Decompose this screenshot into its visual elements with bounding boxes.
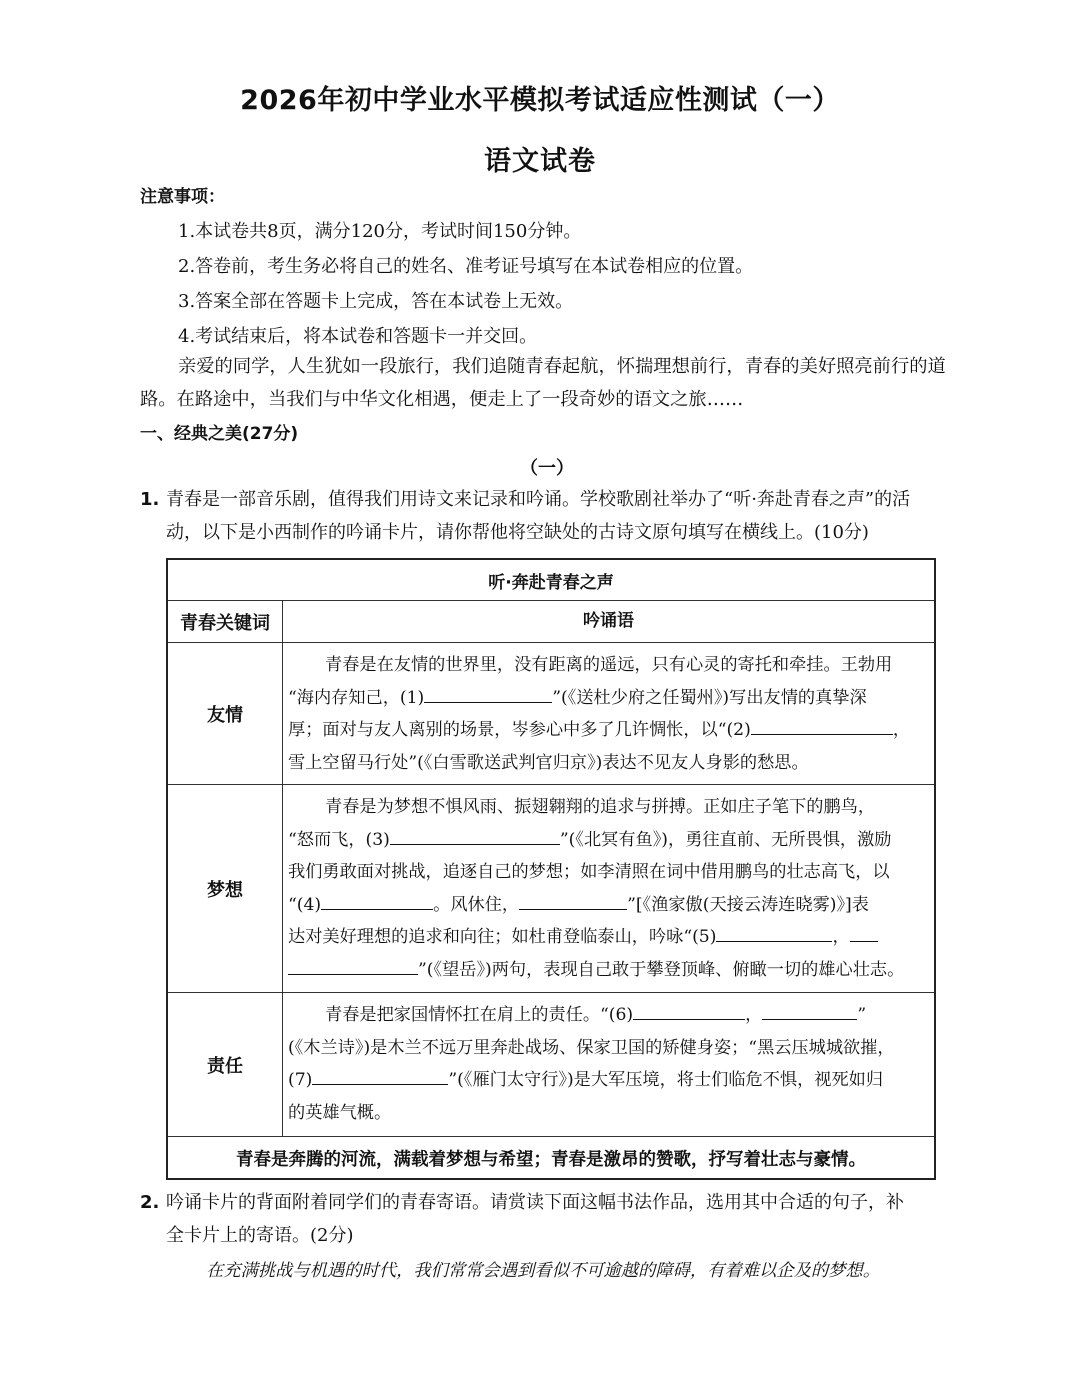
- exam-subtitle: 语文试卷: [484, 146, 596, 177]
- column-header-recite: [283, 601, 934, 642]
- section-heading: 一、经典之美(27分): [140, 424, 299, 444]
- recite-fragment: “(4): [288, 894, 322, 915]
- question-1-number: 1.: [140, 489, 160, 510]
- question-1-line-2: 动，以下是小西制作的吟诵卡片，请你帮他将空缺处的古诗文原句填写在横线上。(10分): [166, 522, 869, 543]
- card-row-responsibility: [168, 992, 934, 1136]
- keyword-friendship: 友情: [168, 643, 283, 784]
- answer-blank-6a[interactable]: [633, 999, 745, 1020]
- card-title: 听·奔赴青春之声: [488, 572, 614, 593]
- column-header-recite-label: 吟诵语: [583, 611, 634, 632]
- answer-blank-6b[interactable]: [762, 999, 857, 1020]
- part-heading: （一）: [520, 458, 574, 479]
- notice-item-4: 4.考试结束后，将本试卷和答题卡一并交回。: [178, 326, 538, 347]
- recite-line: [288, 824, 930, 857]
- recite-fragment: 达对美好理想的追求和向往；如杜甫登临泰山，吟咏“(5): [288, 927, 717, 947]
- notice-item-1: 1.本试卷共8页，满分120分，考试时间150分钟。: [178, 221, 582, 242]
- recite-fragment: ”(《雁门太守行》)是大军压境，将士们临危不惧，视死如归: [448, 1070, 884, 1090]
- answer-blank-3[interactable]: [390, 824, 560, 845]
- answer-blank-4b[interactable]: [519, 889, 627, 910]
- question-2-number: 2.: [140, 1192, 160, 1213]
- keyword-dream: 梦想: [168, 785, 283, 992]
- question-2-line-2: 全卡片上的寄语。(2分): [166, 1225, 354, 1246]
- recite-fragment: “怒而飞，(3): [288, 829, 390, 850]
- recite-fragment: ，: [832, 927, 850, 947]
- recite-fragment: ”(《望岳》)两句，表现自己敢于攀登顶峰、俯瞰一切的雄心壮志。: [418, 959, 905, 980]
- intro-line-1: 亲爱的同学，人生犹如一段旅行，我们追随青春起航，怀揣理想前行，青春的美好照亮前行的道: [178, 356, 946, 377]
- question-2-line-1: 吟诵卡片的背面附着同学们的青春寄语。请赏读下面这幅书法作品，选用其中合适的句子，补: [166, 1192, 904, 1213]
- answer-blank-5c[interactable]: [288, 954, 418, 975]
- answer-blank-5a[interactable]: [716, 921, 832, 942]
- answer-blank-7[interactable]: [312, 1064, 448, 1085]
- recite-fragment: ，: [892, 720, 911, 740]
- recite-fragment: ”(《北冥有鱼》)，勇往直前、无所畏惧，激励: [559, 829, 892, 850]
- answer-blank-4a[interactable]: [321, 889, 433, 910]
- exam-title: 2026年初中学业水平模拟考试适应性测试（一）: [240, 85, 840, 116]
- recite-fragment: ，: [745, 1005, 763, 1025]
- recite-line: [288, 682, 930, 715]
- intro-line-2: 路。在路途中，当我们与中华文化相遇，便走上了一段奇妙的语文之旅……: [140, 389, 744, 410]
- column-header-keyword: 青春关键词: [168, 601, 283, 642]
- answer-blank-1[interactable]: [424, 682, 552, 703]
- recite-line: 的英雄气概。: [288, 1102, 392, 1123]
- recite-fragment: ”[《渔家傲(天接云涛连晓雾)》]表: [627, 894, 869, 915]
- answer-blank-2[interactable]: [751, 714, 893, 735]
- recite-fragment: 。风休住，: [433, 894, 520, 915]
- recite-fragment: ”: [857, 1005, 867, 1025]
- recite-text-responsibility: [283, 993, 934, 1136]
- recite-line: [288, 889, 930, 922]
- recite-text-dream: [283, 785, 934, 992]
- card-title-row: [168, 560, 934, 600]
- calligraphy-quote: 在充满挑战与机遇的时代，我们常常会遇到看似不可逾越的障碍，有着难以企及的梦想。: [206, 1261, 880, 1281]
- card-footer-text: 青春是奔腾的河流，满载着梦想与希望；青春是激昂的赞歌，抒写着壮志与豪情。: [236, 1150, 866, 1170]
- card-row-friendship: [168, 642, 934, 784]
- recite-line: [288, 921, 930, 954]
- recite-line: [288, 999, 930, 1032]
- recite-fragment: “海内存知己，(1): [288, 687, 425, 708]
- recite-fragment: (7): [288, 1070, 313, 1090]
- notice-item-3: 3.答案全部在答题卡上完成，答在本试卷上无效。: [178, 291, 574, 312]
- recite-line: [288, 714, 930, 747]
- recite-line: (《木兰诗》)是木兰不远万里奔赴战场、保家卫国的矫健身姿；“黑云压城城欲摧，: [288, 1037, 895, 1058]
- recite-line: [288, 954, 930, 987]
- recite-fragment: 厚；面对与友人离别的场景，岑参心中多了几许惆怅，以“(2): [288, 720, 751, 740]
- recite-line: 雪上空留马行处”(《白雪歌送武判官归京》)表达不见友人身影的愁思。: [288, 752, 809, 773]
- recite-fragment: ”(《送杜少府之任蜀州》)写出友情的真挚深: [552, 687, 867, 708]
- card-header-row: [168, 600, 934, 642]
- notice-item-2: 2.答卷前，考生务必将自己的姓名、准考证号填写在本试卷相应的位置。: [178, 256, 754, 277]
- card-row-dream: [168, 784, 934, 992]
- answer-blank-5b[interactable]: [850, 921, 878, 942]
- recite-line: 我们勇敢面对挑战，追逐自己的梦想；如李清照在词中借用鹏鸟的壮志高飞，以: [288, 862, 890, 882]
- recite-text-friendship: [283, 643, 934, 784]
- recite-line: 青春是在友情的世界里，没有距离的遥远，只有心灵的寄托和牵挂。王勃用: [325, 655, 893, 675]
- recite-line: 青春是为梦想不惧风雨、振翅翱翔的追求与拼搏。正如庄子笔下的鹏鸟，: [325, 797, 876, 817]
- keyword-responsibility: 责任: [168, 993, 283, 1136]
- recitation-card-table: [166, 558, 936, 1180]
- recite-fragment: 青春是把家国情怀扛在肩上的责任。“(6): [325, 1005, 634, 1025]
- question-1-line-1: 青春是一部音乐剧，值得我们用诗文来记录和吟诵。学校歌剧社举办了“听·奔赴青春之声”的活: [166, 489, 911, 510]
- recite-line: [288, 1064, 930, 1097]
- notice-heading: 注意事项：: [140, 187, 225, 207]
- card-footer-row: [168, 1136, 934, 1180]
